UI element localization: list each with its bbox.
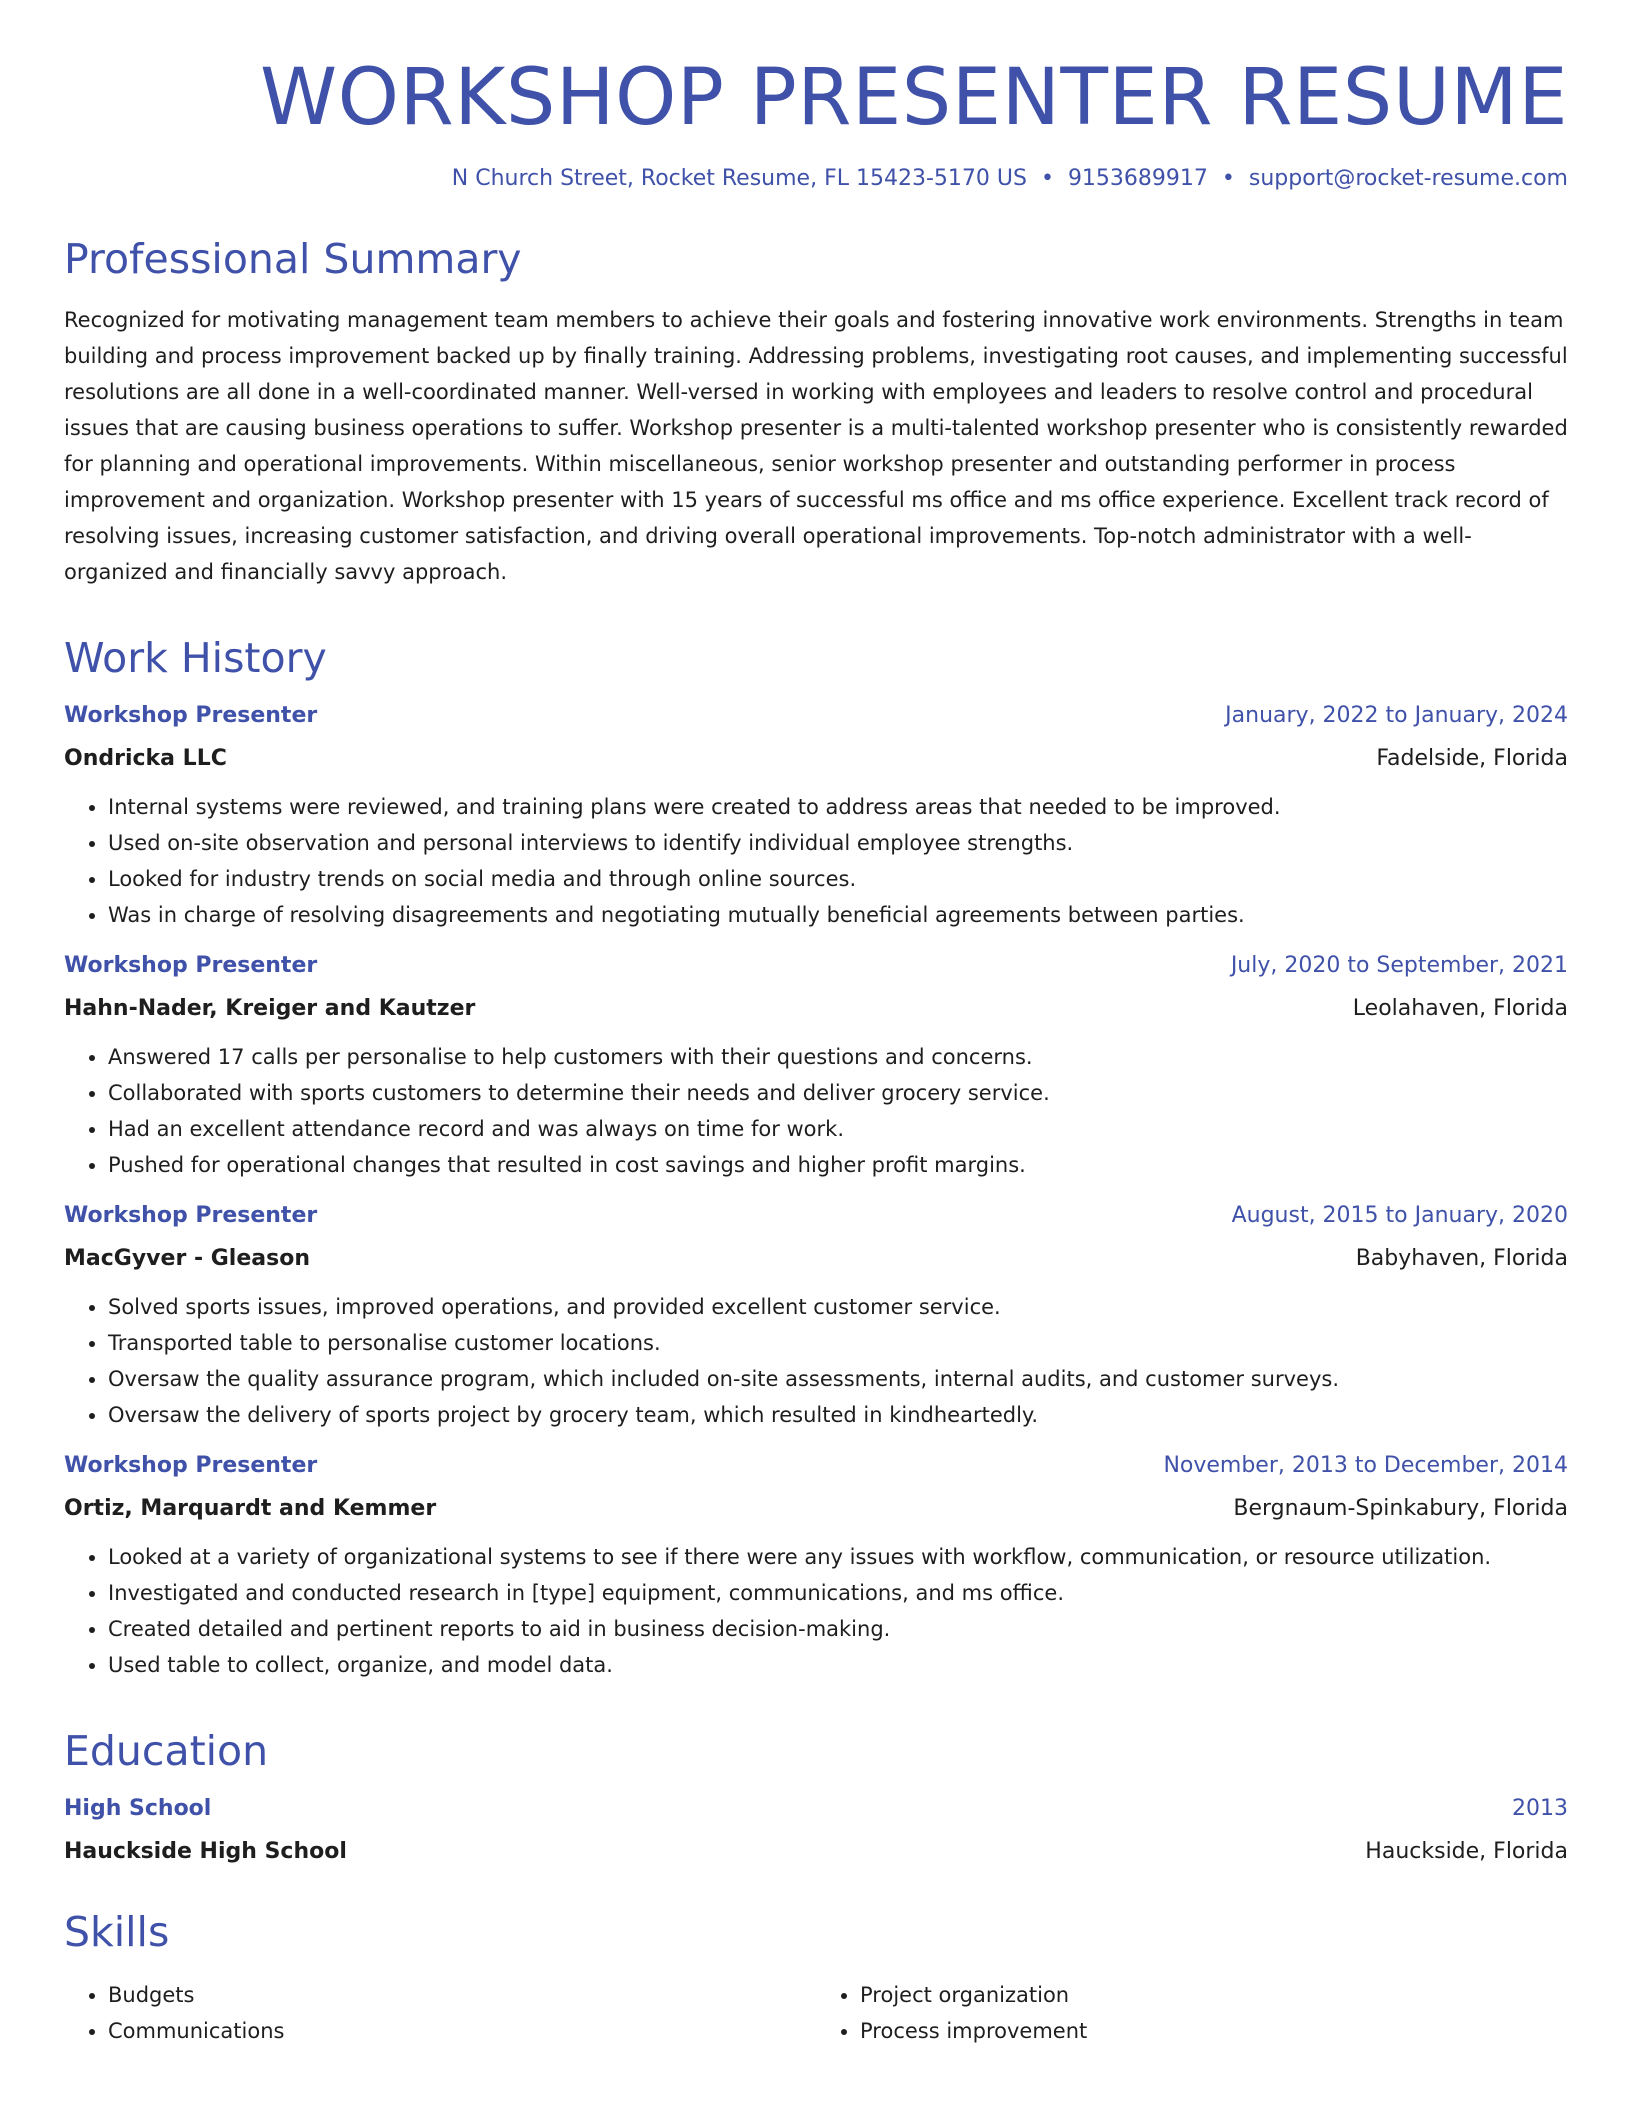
job-bullet: • Internal systems were reviewed, and training plans were created to address areas that needed to be improved. — [108, 789, 1568, 825]
job-role: Workshop Presenter — [64, 1202, 318, 1228]
job-bullet: • Answered 17 calls per personalise to help customers with their questions and concerns. — [108, 1039, 1568, 1075]
education-school: Hauckside High School — [64, 1839, 347, 1865]
job-location: Babyhaven, Florida — [1355, 1245, 1568, 1271]
education-heading: Education — [64, 1726, 269, 1775]
job-dates: August, 2015 to January, 2020 — [1231, 1202, 1568, 1228]
skill-item: • Project organization — [860, 1977, 1568, 2013]
skills-column-right — [816, 1977, 1568, 2049]
skills-column-left — [64, 1977, 816, 2049]
work-history-heading: Work History — [64, 633, 327, 682]
education-entry — [64, 1796, 1568, 1864]
job-bullet: • Used on-site observation and personal interviews to identify individual employee strengths. — [108, 825, 1568, 861]
job-bullet: • Collaborated with sports customers to determine their needs and deliver grocery service. — [108, 1075, 1568, 1111]
job-location: Leolahaven, Florida — [1352, 995, 1568, 1021]
job-location: Bergnaum-Spinkabury, Florida — [1233, 1495, 1568, 1521]
contact-phone: 9153689917 — [1067, 165, 1208, 191]
job-bullets — [64, 1039, 1568, 1183]
skill-item: • Communications — [108, 2013, 816, 2049]
job-employer: Ondricka LLC — [64, 745, 227, 771]
job-bullet: • Looked for industry trends on social media and through online sources. — [108, 861, 1568, 897]
resume-title: WORKSHOP PRESENTER RESUME — [260, 53, 1568, 143]
contact-address: N Church Street, Rocket Resume, FL 15423-5170 US — [451, 165, 1027, 191]
job-bullets — [64, 1289, 1568, 1433]
skill-item: • Process improvement — [860, 2013, 1568, 2049]
job-employer: Hahn-Nader, Kreiger and Kautzer — [64, 995, 476, 1021]
job-bullets — [64, 789, 1568, 933]
job-location: Fadelside, Florida — [1376, 745, 1568, 771]
skills-heading: Skills — [64, 1908, 170, 1957]
job-dates: July, 2020 to September, 2021 — [1230, 952, 1568, 978]
summary-heading: Professional Summary — [64, 234, 522, 283]
job-employer: MacGyver - Gleason — [64, 1245, 310, 1271]
job-role: Workshop Presenter — [64, 1452, 318, 1478]
job-bullet: • Investigated and conducted research in [type] equipment, communications, and ms office. — [108, 1575, 1568, 1611]
job-bullet: • Oversaw the delivery of sports project by grocery team, which resulted in kindheartedly. — [108, 1397, 1568, 1433]
education-degree: High School — [64, 1796, 212, 1822]
job-bullet: • Was in charge of resolving disagreements and negotiating mutually beneficial agreements between parties. — [108, 897, 1568, 933]
job-bullet: • Created detailed and pertinent reports to aid in business decision-making. — [108, 1611, 1568, 1647]
contact-line — [64, 166, 1568, 191]
job-entry — [64, 953, 1568, 1183]
job-dates: January, 2022 to January, 2024 — [1225, 702, 1568, 728]
job-bullet: • Transported table to personalise customer locations. — [108, 1325, 1568, 1361]
job-bullet: • Used table to collect, organize, and model data. — [108, 1647, 1568, 1683]
job-role: Workshop Presenter — [64, 702, 318, 728]
education-location: Hauckside, Florida — [1365, 1839, 1568, 1865]
skill-item: • Budgets — [108, 1977, 816, 2013]
job-employer: Ortiz, Marquardt and Kemmer — [64, 1495, 437, 1521]
job-bullet: • Oversaw the quality assurance program, which included on-site assessments, internal audits, and customer surveys. — [108, 1361, 1568, 1397]
job-bullet: • Had an excellent attendance record and was always on time for work. — [108, 1111, 1568, 1147]
skills-list — [64, 1977, 1568, 2049]
job-entry — [64, 703, 1568, 933]
job-role: Workshop Presenter — [64, 952, 318, 978]
job-bullets — [64, 1539, 1568, 1683]
job-bullet: • Pushed for operational changes that resulted in cost savings and higher profit margins. — [108, 1147, 1568, 1183]
education-year: 2013 — [1512, 1796, 1568, 1822]
job-bullet: • Solved sports issues, improved operations, and provided excellent customer service. — [108, 1289, 1568, 1325]
contact-separator: • — [1221, 165, 1235, 191]
summary-text: Recognized for motivating management team members to achieve their goals and fostering innovative work environments. Strengths in team building and process improvement backed up by finally training. Addressing problems, investigating root causes, and implementing successful resolutions are all done in a well-coordinated manner. Well-versed in working with employees and leaders to resolve control and procedural issues that are causing business operations to suffer. Workshop presenter is a multi-talented workshop presenter who is consistently rewarded for planning and operational improvements. Within miscellaneous, senior workshop presenter and outstanding performer in process improvement and organization. Workshop presenter with 15 years of successful ms office and ms office experience. Excellent track record of resolving issues, increasing customer satisfaction, and driving overall operational improvements. Top-notch administrator with a well-organized and financially savvy approach. — [64, 307, 1568, 584]
contact-email[interactable]: support@rocket-resume.com — [1248, 165, 1568, 191]
job-entry — [64, 1453, 1568, 1683]
contact-separator: • — [1040, 165, 1054, 191]
job-dates: November, 2013 to December, 2014 — [1163, 1452, 1568, 1478]
job-entry — [64, 1203, 1568, 1433]
job-bullet: • Looked at a variety of organizational systems to see if there were any issues with workflow, communication, or resource utilization. — [108, 1539, 1568, 1575]
